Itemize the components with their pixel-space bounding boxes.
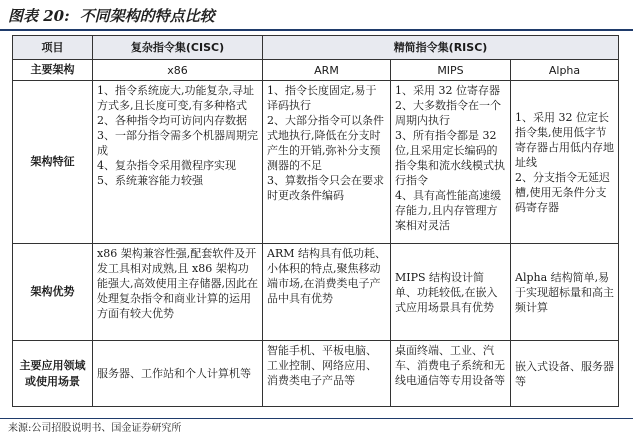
advantages-arm <box>263 244 391 341</box>
features-x86-line: 4、复杂指令采用微程序实现 <box>97 159 236 172</box>
features-arm <box>263 81 391 244</box>
features-alpha <box>511 81 619 244</box>
figure-caption: 不同架构的特点比较 <box>79 7 215 25</box>
features-x86-line: 2、各种指令均可访问内存数据 <box>97 114 247 127</box>
applications-x86 <box>93 341 263 407</box>
features-arm-line: 3、算数指令只会在要求时更改条件编码 <box>267 174 384 202</box>
applications-mips <box>391 341 511 407</box>
table-header-row <box>13 36 619 60</box>
applications-mips-text: 桌面终端、工业、汽车、消费电子系统和无线电通信等专用设备等 <box>395 344 505 387</box>
features-arm-line: 2、大部分指令可以条件式地执行,降低在分支时产生的开销,弥补分支预测器的不足 <box>267 114 384 172</box>
features-alpha-line: 2、分支指令无延迟槽,使用无条件分支码寄存器 <box>515 170 610 214</box>
figure-label: 图表 20: <box>8 7 70 25</box>
applications-row <box>13 341 619 407</box>
features-x86 <box>93 81 263 244</box>
advantages-mips-text: MIPS 结构设计简单、功耗较低,在嵌入式应用场景具有优势 <box>395 270 498 314</box>
features-alpha-line: 1、采用 32 位定长指令集,使用低字节寄存器占用低内存地址线 <box>515 110 614 169</box>
features-mips-line: 2、大多数指令在一个周期内执行 <box>395 99 501 127</box>
row-label-architectures: 主要架构 <box>13 60 93 81</box>
advantages-row <box>13 244 619 341</box>
advantages-alpha-text: Alpha 结构简单,易于实现超标量和高主频计算 <box>515 270 614 314</box>
features-mips-line: 1、采用 32 位寄存器 <box>395 84 500 97</box>
source-note: 来源:公司招股说明书、国金证券研究所 <box>8 423 182 434</box>
advantages-mips <box>391 244 511 341</box>
features-arm-line: 1、指令长度固定,易于译码执行 <box>267 84 377 112</box>
architectures-row <box>13 60 619 81</box>
arch-mips: MIPS <box>391 60 511 81</box>
advantages-arm-text: ARM 结构具有低功耗、小体积的特点,聚焦移动端市场,在消费类电子产品中具有优势 <box>267 247 386 305</box>
header-risc: 精简指令集(RISC) <box>263 36 619 60</box>
advantages-x86-text: x86 架构兼容性强,配套软件及开发工具相对成熟,且 x86 架构功能强大,高效使用主存储器,因此在处理复杂指令和商业计算的运用方面有较大优势 <box>97 247 258 320</box>
source-divider <box>0 418 633 419</box>
header-project: 项目 <box>13 36 93 60</box>
features-mips-line: 4、具有高性能高速缓存能力,且内存管理方案相对灵活 <box>395 189 501 232</box>
row-label-advantages: 架构优势 <box>13 244 93 341</box>
arch-alpha: Alpha <box>511 60 619 81</box>
features-x86-line: 5、系统兼容能力较强 <box>97 174 203 187</box>
figure-title <box>8 4 628 30</box>
applications-arm <box>263 341 391 407</box>
arch-x86: x86 <box>93 60 263 81</box>
row-label-applications: 主要应用领域或使用场景 <box>13 341 93 407</box>
title-divider <box>0 29 633 31</box>
features-mips <box>391 81 511 244</box>
features-row <box>13 81 619 244</box>
advantages-x86 <box>93 244 263 341</box>
architecture-comparison-table <box>12 35 619 407</box>
header-cisc: 复杂指令集(CISC) <box>93 36 263 60</box>
applications-x86-text: 服务器、工作站和个人计算机等 <box>97 367 251 380</box>
features-x86-line: 3、一部分指令需多个机器周期完成 <box>97 129 258 157</box>
features-mips-line: 3、所有指令都是 32 位,且采用定长编码的指令集和流水线模式执行指令 <box>395 129 505 187</box>
applications-alpha-text: 嵌入式设备、服务器等 <box>515 359 614 388</box>
applications-arm-text: 智能手机、平板电脑、工业控制、网络应用、消费类电子产品等 <box>267 344 377 387</box>
arch-arm: ARM <box>263 60 391 81</box>
applications-alpha <box>511 341 619 407</box>
features-x86-line: 1、指令系统庞大,功能复杂,寻址方式多,且长度可变,有多种格式 <box>97 84 254 112</box>
advantages-alpha <box>511 244 619 341</box>
row-label-features: 架构特征 <box>13 81 93 244</box>
